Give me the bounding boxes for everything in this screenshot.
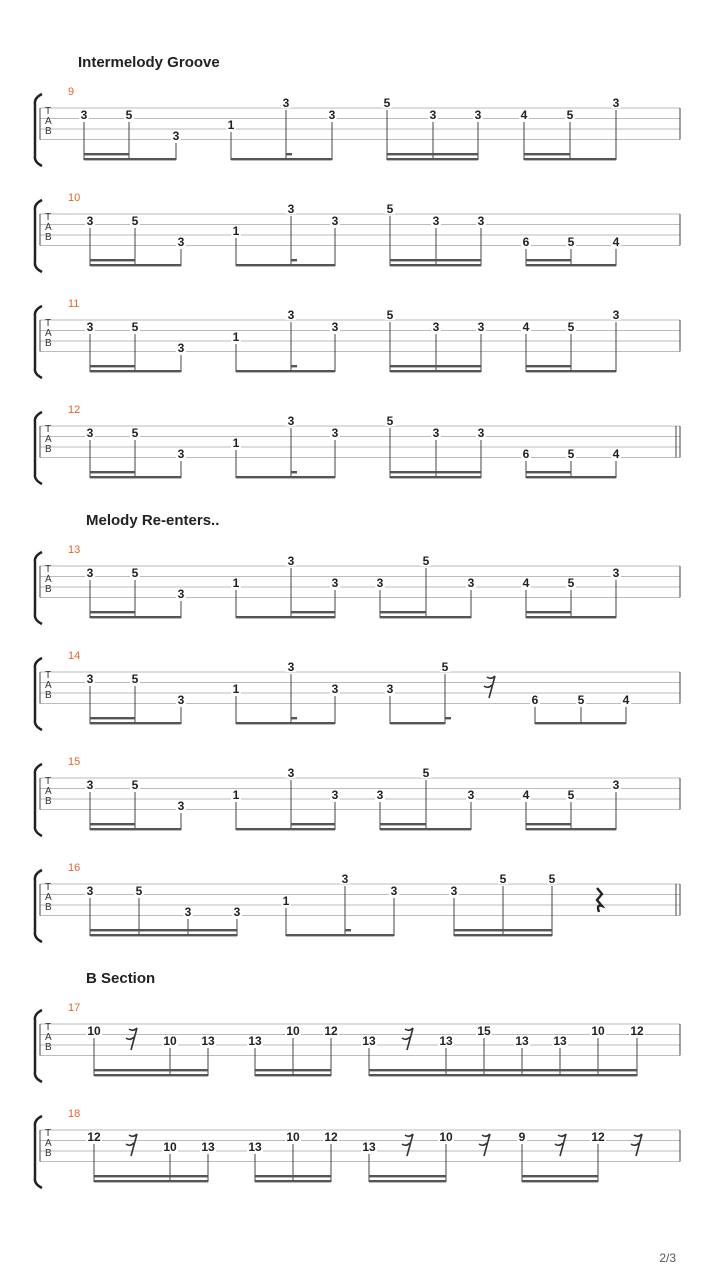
beam	[236, 616, 335, 618]
tab-staff-system	[0, 1014, 720, 1114]
secondary-beam	[291, 611, 335, 613]
beam	[236, 828, 335, 830]
beam-stub	[291, 717, 297, 719]
tab-clef-letter: T	[45, 424, 52, 435]
fret-number: 13	[439, 1034, 453, 1048]
secondary-beam	[94, 1175, 208, 1177]
tab-staff-system	[0, 416, 720, 516]
fret-number: 4	[622, 693, 630, 707]
fret-number: 3	[86, 566, 94, 580]
fret-number: 3	[86, 884, 94, 898]
tab-staff-system	[0, 310, 720, 410]
beam	[454, 934, 552, 936]
beam-stub	[291, 259, 297, 261]
fret-number: 13	[201, 1140, 215, 1154]
sixteenth-rest	[631, 1134, 642, 1156]
fret-number: 5	[131, 214, 139, 228]
tab-clef-letter: T	[45, 106, 52, 117]
fret-number: 1	[232, 436, 240, 450]
fret-number: 12	[591, 1130, 605, 1144]
system-bracket	[35, 1010, 42, 1082]
tab-clef-letter: A	[45, 1138, 52, 1149]
beam	[94, 1074, 208, 1076]
beam	[390, 722, 445, 724]
secondary-beam	[526, 611, 571, 613]
fret-number: 4	[522, 576, 530, 590]
secondary-beam	[291, 823, 335, 825]
fret-number: 3	[184, 905, 192, 919]
fret-number: 10	[591, 1024, 605, 1038]
fret-number: 10	[286, 1024, 300, 1038]
beam	[236, 370, 335, 372]
fret-number: 3	[86, 214, 94, 228]
system-bracket	[35, 552, 42, 624]
fret-number: 3	[86, 778, 94, 792]
fret-number: 3	[429, 108, 437, 122]
fret-number: 5	[567, 320, 575, 334]
beam	[90, 828, 181, 830]
beam	[255, 1180, 331, 1182]
quarter-rest	[597, 888, 602, 912]
secondary-beam	[390, 471, 481, 473]
beam	[522, 1074, 637, 1076]
fret-number: 3	[432, 320, 440, 334]
system-bracket	[35, 94, 42, 166]
fret-number: 3	[331, 320, 339, 334]
beam	[255, 1074, 331, 1076]
secondary-beam	[84, 153, 129, 155]
fret-number: 3	[477, 426, 485, 440]
fret-number: 3	[612, 778, 620, 792]
tab-clef-letter: T	[45, 212, 52, 223]
fret-number: 4	[612, 235, 620, 249]
tab-staff-system	[0, 204, 720, 304]
measure-number: 9	[68, 86, 75, 98]
tab-clef-letter: A	[45, 434, 52, 445]
tab-clef-letter: T	[45, 1022, 52, 1033]
fret-number: 6	[522, 447, 530, 461]
secondary-beam	[255, 1175, 331, 1177]
tab-clef-letter: A	[45, 328, 52, 339]
fret-number: 1	[227, 118, 235, 132]
system-bracket	[35, 412, 42, 484]
sixteenth-rest	[402, 1028, 413, 1050]
fret-number: 3	[386, 682, 394, 696]
fret-number: 6	[531, 693, 539, 707]
fret-number: 3	[86, 320, 94, 334]
beam	[390, 370, 481, 372]
secondary-beam	[380, 823, 426, 825]
fret-number: 5	[567, 576, 575, 590]
beam	[390, 476, 481, 478]
fret-number: 3	[450, 884, 458, 898]
fret-number: 5	[125, 108, 133, 122]
secondary-beam	[90, 365, 135, 367]
fret-number: 13	[201, 1034, 215, 1048]
secondary-beam	[390, 365, 481, 367]
system-bracket	[35, 1116, 42, 1188]
tab-clef-letter: B	[45, 690, 52, 701]
sixteenth-rest	[484, 676, 495, 698]
fret-number: 4	[520, 108, 528, 122]
beam	[380, 828, 471, 830]
secondary-beam	[369, 1175, 446, 1177]
fret-number: 5	[131, 426, 139, 440]
tab-clef-letter: T	[45, 1128, 52, 1139]
tab-staff-system	[0, 1120, 720, 1220]
fret-number: 1	[232, 788, 240, 802]
measure-number: 10	[68, 192, 81, 204]
measure-number: 17	[68, 1002, 81, 1014]
secondary-beam	[90, 823, 135, 825]
beam	[90, 934, 237, 936]
measure-number: 11	[68, 298, 80, 310]
measure-number: 14	[68, 650, 81, 662]
fret-number: 5	[566, 108, 574, 122]
tab-clef-letter: T	[45, 318, 52, 329]
beam	[524, 158, 616, 160]
fret-number: 3	[376, 576, 384, 590]
fret-number: 5	[131, 778, 139, 792]
fret-number: 3	[177, 235, 185, 249]
system-bracket	[35, 764, 42, 836]
fret-number: 15	[477, 1024, 491, 1038]
tab-staff-system	[0, 874, 720, 974]
secondary-beam	[90, 717, 135, 719]
fret-number: 3	[177, 799, 185, 813]
tab-clef-letter: B	[45, 444, 52, 455]
fret-number: 10	[439, 1130, 453, 1144]
sixteenth-rest	[555, 1134, 566, 1156]
beam	[380, 616, 471, 618]
fret-number: 3	[467, 788, 475, 802]
secondary-beam	[526, 471, 571, 473]
fret-number: 3	[331, 426, 339, 440]
beam	[526, 828, 616, 830]
fret-number: 3	[282, 96, 290, 110]
fret-number: 5	[548, 872, 556, 886]
fret-number: 3	[331, 214, 339, 228]
beam	[236, 264, 335, 266]
beam-stub	[286, 153, 292, 155]
fret-number: 5	[441, 660, 449, 674]
beam-stub	[291, 471, 297, 473]
tab-clef-letter: B	[45, 232, 52, 243]
tab-clef-letter: A	[45, 222, 52, 233]
system-bracket	[35, 200, 42, 272]
tab-staff-system	[0, 662, 720, 762]
tab-clef-letter: T	[45, 564, 52, 575]
beam	[526, 616, 616, 618]
secondary-beam	[90, 929, 237, 931]
secondary-beam	[387, 153, 478, 155]
tab-clef-letter: A	[45, 116, 52, 127]
fret-number: 3	[474, 108, 482, 122]
fret-number: 3	[331, 788, 339, 802]
beam	[236, 476, 335, 478]
fret-number: 5	[422, 554, 430, 568]
secondary-beam	[526, 823, 571, 825]
fret-number: 13	[362, 1034, 376, 1048]
secondary-beam	[380, 611, 426, 613]
beam	[369, 1074, 522, 1076]
secondary-beam	[522, 1069, 637, 1071]
secondary-beam	[522, 1175, 598, 1177]
beam	[90, 616, 181, 618]
fret-number: 12	[630, 1024, 644, 1038]
beam	[390, 264, 481, 266]
fret-number: 1	[232, 330, 240, 344]
beam	[231, 158, 332, 160]
measure-number: 13	[68, 544, 81, 556]
secondary-beam	[94, 1069, 208, 1071]
fret-number: 5	[567, 235, 575, 249]
fret-number: 3	[341, 872, 349, 886]
fret-number: 3	[287, 554, 295, 568]
fret-number: 5	[386, 414, 394, 428]
fret-number: 3	[86, 672, 94, 686]
secondary-beam	[526, 259, 571, 261]
beam	[84, 158, 176, 160]
tab-clef-letter: A	[45, 786, 52, 797]
page-number: 2/3	[659, 1251, 676, 1265]
measure-number: 12	[68, 404, 81, 416]
secondary-beam	[390, 259, 481, 261]
fret-number: 5	[131, 320, 139, 334]
fret-number: 4	[522, 788, 530, 802]
tab-clef-letter: B	[45, 1042, 52, 1053]
beam	[387, 158, 478, 160]
fret-number: 13	[362, 1140, 376, 1154]
fret-number: 13	[248, 1140, 262, 1154]
fret-number: 10	[163, 1140, 177, 1154]
fret-number: 5	[386, 308, 394, 322]
tab-clef-letter: B	[45, 126, 52, 137]
fret-number: 3	[177, 341, 185, 355]
fret-number: 1	[232, 224, 240, 238]
tab-clef-letter: B	[45, 902, 52, 913]
sixteenth-rest	[402, 1134, 413, 1156]
beam	[90, 264, 181, 266]
fret-number: 3	[287, 766, 295, 780]
fret-number: 3	[233, 905, 241, 919]
fret-number: 5	[131, 672, 139, 686]
fret-number: 3	[172, 129, 180, 143]
beam	[90, 722, 181, 724]
beam	[286, 934, 394, 936]
fret-number: 5	[135, 884, 143, 898]
tab-clef-letter: B	[45, 584, 52, 595]
sixteenth-rest	[126, 1028, 137, 1050]
tab-staff-system	[0, 98, 720, 198]
fret-number: 3	[287, 202, 295, 216]
measure-number: 18	[68, 1108, 81, 1120]
tab-clef-letter: B	[45, 1148, 52, 1159]
fret-number: 3	[390, 884, 398, 898]
fret-number: 5	[422, 766, 430, 780]
fret-number: 3	[177, 587, 185, 601]
secondary-beam	[255, 1069, 331, 1071]
beam	[369, 1180, 446, 1182]
secondary-beam	[369, 1069, 522, 1071]
tab-clef-letter: B	[45, 796, 52, 807]
fret-number: 3	[467, 576, 475, 590]
fret-number: 1	[232, 682, 240, 696]
fret-number: 6	[522, 235, 530, 249]
fret-number: 3	[80, 108, 88, 122]
fret-number: 1	[282, 894, 290, 908]
fret-number: 13	[553, 1034, 567, 1048]
beam	[526, 370, 616, 372]
tab-clef-letter: A	[45, 574, 52, 585]
fret-number: 3	[287, 414, 295, 428]
beam	[526, 264, 616, 266]
fret-number: 3	[328, 108, 336, 122]
section-title-intermelody-groove: Intermelody Groove	[78, 54, 220, 71]
fret-number: 12	[324, 1024, 338, 1038]
tab-staff-system	[0, 768, 720, 868]
fret-number: 3	[287, 308, 295, 322]
fret-number: 3	[477, 320, 485, 334]
secondary-beam	[90, 259, 135, 261]
sixteenth-rest	[126, 1134, 137, 1156]
fret-number: 9	[518, 1130, 526, 1144]
beam	[90, 476, 181, 478]
fret-number: 5	[386, 202, 394, 216]
fret-number: 3	[287, 660, 295, 674]
section-title-melody-reenters: Melody Re-enters..	[86, 512, 220, 529]
secondary-beam	[524, 153, 570, 155]
fret-number: 10	[163, 1034, 177, 1048]
fret-number: 3	[612, 96, 620, 110]
fret-number: 5	[567, 447, 575, 461]
fret-number: 13	[515, 1034, 529, 1048]
secondary-beam	[526, 365, 571, 367]
tab-clef-letter: B	[45, 338, 52, 349]
fret-number: 3	[331, 576, 339, 590]
fret-number: 5	[131, 566, 139, 580]
tab-clef-letter: T	[45, 776, 52, 787]
beam-stub	[291, 365, 297, 367]
fret-number: 3	[432, 214, 440, 228]
fret-number: 3	[177, 693, 185, 707]
tab-staff-system	[0, 556, 720, 656]
fret-number: 3	[432, 426, 440, 440]
fret-number: 3	[331, 682, 339, 696]
fret-number: 5	[577, 693, 585, 707]
fret-number: 10	[286, 1130, 300, 1144]
fret-number: 3	[86, 426, 94, 440]
fret-number: 13	[248, 1034, 262, 1048]
beam	[236, 722, 335, 724]
fret-number: 4	[612, 447, 620, 461]
fret-number: 5	[499, 872, 507, 886]
system-bracket	[35, 870, 42, 942]
secondary-beam	[90, 471, 135, 473]
beam-stub	[345, 929, 351, 931]
system-bracket	[35, 658, 42, 730]
tab-clef-letter: A	[45, 1032, 52, 1043]
beam	[90, 370, 181, 372]
secondary-beam	[90, 611, 135, 613]
beam	[535, 722, 626, 724]
fret-number: 5	[383, 96, 391, 110]
tab-clef-letter: T	[45, 670, 52, 681]
beam-stub	[445, 717, 451, 719]
fret-number: 3	[477, 214, 485, 228]
fret-number: 3	[177, 447, 185, 461]
beam	[522, 1180, 598, 1182]
measure-number: 15	[68, 756, 81, 768]
tab-clef-letter: A	[45, 680, 52, 691]
system-bracket	[35, 306, 42, 378]
fret-number: 12	[324, 1130, 338, 1144]
tab-clef-letter: A	[45, 892, 52, 903]
fret-number: 3	[612, 566, 620, 580]
beam	[526, 476, 616, 478]
beam	[94, 1180, 208, 1182]
secondary-beam	[454, 929, 552, 931]
measure-number: 16	[68, 862, 81, 874]
fret-number: 5	[567, 788, 575, 802]
fret-number: 1	[232, 576, 240, 590]
fret-number: 12	[87, 1130, 101, 1144]
fret-number: 3	[612, 308, 620, 322]
sixteenth-rest	[479, 1134, 490, 1156]
tab-clef-letter: T	[45, 882, 52, 893]
fret-number: 4	[522, 320, 530, 334]
fret-number: 10	[87, 1024, 101, 1038]
section-title-b-section: B Section	[86, 970, 156, 987]
fret-number: 3	[376, 788, 384, 802]
